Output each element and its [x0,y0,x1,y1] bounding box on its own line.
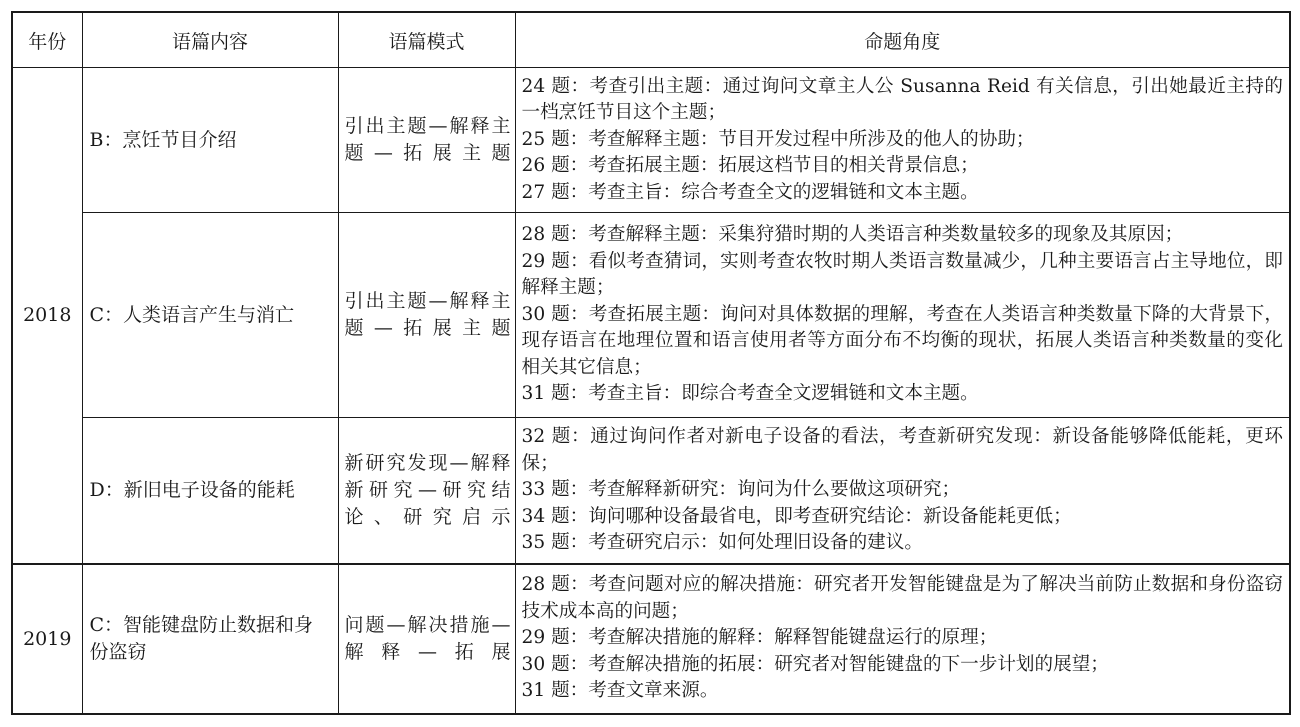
mode-text: 问题—解决措施—解释—拓展 [344,613,511,663]
angle-line: 26 题：考查拓展主题：拓展这档节目的相关背景信息； [521,155,979,177]
angle-line: 30 题：考查解决措施的拓展：研究者对智能键盘的下一步计划的展望； [521,653,1109,675]
content-cell: D：新旧电子设备的能耗 [82,418,338,564]
header-mode: 语篇模式 [338,12,515,68]
angle-line: 33 题：考查解释新研究：询问为什么要做这项研究； [521,479,961,500]
table-body [12,68,1290,714]
angle-cell [515,68,1290,213]
angle-line: 28 题：考查问题对应的解决措施：研究者开发智能键盘是为了解决当前防止数据和身份盗窃技术成本高的问题； [521,574,1283,622]
angle-line: 29 题：考查解决措施的解释：解释智能键盘运行的原理； [521,627,998,649]
table-row [12,564,1290,714]
mode-text: 引出主题—解释主题—拓展主题 [344,115,511,164]
mode-text: 新研究发现—解释新研究—研究结论、研究启示 [344,451,511,528]
content-cell: C：人类语言产生与消亡 [82,213,338,418]
content-cell: B：烹饪节目介绍 [82,68,338,213]
angle-line: 27 题：考查主旨：综合考查全文的逻辑链和文本主题。 [521,181,979,203]
angle-line: 31 题：考查主旨：即综合考查全文逻辑链和文本主题。 [521,383,979,405]
table-row [12,213,1290,418]
mode-cell [338,68,515,213]
mode-text: 引出主题—解释主题—拓展主题 [344,290,511,339]
year-cell-2018: 2018 [12,68,82,564]
angle-line: 31 题：考查文章来源。 [521,680,719,702]
mode-cell [338,564,515,714]
angle-cell [515,564,1290,714]
angle-cell [515,418,1290,564]
table-header [12,12,1290,68]
angle-line: 30 题：考查拓展主题：询问对具体数据的理解，考查在人类语言种类数量下降的大背景下，现存语言在地理位置和语言使用者等方面分布不均衡的现状，拓展人类语言种类数量的变化相关其它信息； [521,303,1283,378]
header-year: 年份 [12,12,82,68]
table-row [12,68,1290,213]
angle-line: 32 题：通过询问作者对新电子设备的看法，考查新研究发现：新设备能够降低能耗，更环保； [521,426,1283,474]
angle-line: 34 题：询问哪种设备最省电，即考查研究结论：新设备能耗更低； [521,505,1072,527]
angle-line: 28 题：考查解释主题：采集狩猎时期的人类语言种类数量较多的现象及其原因； [521,224,1184,246]
angle-line: 35 题：考查研究启示：如何处理旧设备的建议。 [521,532,923,553]
angle-line: 25 题：考查解释主题：节目开发过程中所涉及的他人的协助； [521,128,1035,150]
header-row [12,12,1290,68]
angle-line: 24 题：考查引出主题：通过询问文章主人公 Susanna Reid 有关信息，引出她最近主持的一档烹饪节目这个主题； [521,75,1283,124]
mode-cell [338,213,515,418]
topic-analysis-table [11,11,1291,715]
mode-cell [338,418,515,564]
header-content: 语篇内容 [82,12,338,68]
table-row [12,418,1290,564]
content-cell: C：智能键盘防止数据和身份盗窃 [82,564,338,714]
angle-cell [515,213,1290,418]
year-cell-2019: 2019 [12,564,82,714]
header-angle: 命题角度 [515,12,1290,68]
angle-line: 29 题：看似考查猜词，实则考查农牧时期人类语言数量减少，几种主要语言占主导地位，即解释主题； [521,250,1283,299]
